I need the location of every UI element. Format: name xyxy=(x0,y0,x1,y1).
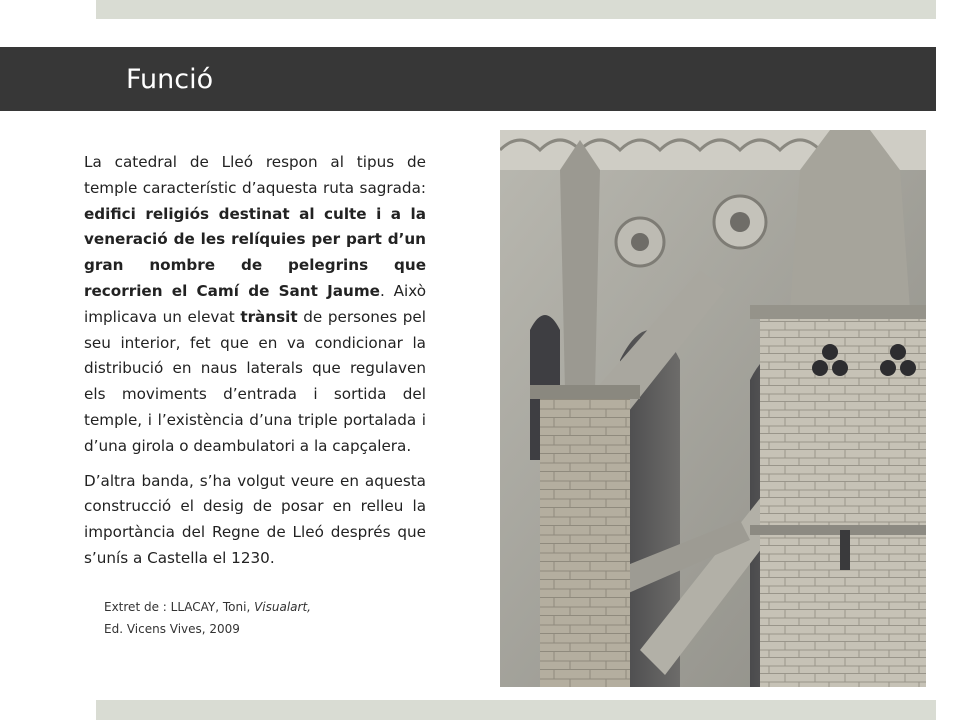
paragraph-1-bold-phrase: edifici religiós destinat al culte i a la veneració de les relíquies per part d’un gran nombre de pelegrins que recorrien el Camí de Sant Jaume xyxy=(84,204,426,300)
paragraph-1-rest: de persones pel seu interior, fet que en va condicionar la distribució en naus laterals que regulaven els moviments d’entrada i sortida del temple, i l’existència d’una triple portalada i d’una girola o deambulatori a la capçalera. xyxy=(84,307,426,455)
paragraph-1-intro: La catedral de Lleó respon al tipus de temple característic d’aquesta ruta sagrada: xyxy=(84,153,426,197)
citation-work: Visualart, xyxy=(254,600,311,614)
paragraph-1 xyxy=(84,150,426,460)
citation-prefix: Extret de : LLACAY, Toni, xyxy=(104,600,255,614)
body-text xyxy=(84,150,426,581)
citation xyxy=(104,596,311,640)
citation-publisher: Ed. Vicens Vives, 2009 xyxy=(104,622,240,636)
paragraph-1-middle: . Això implicava un elevat xyxy=(84,281,427,326)
cathedral-photo xyxy=(500,130,926,687)
bottom-accent-bar xyxy=(96,700,936,720)
slide-title: Funció xyxy=(126,64,214,95)
paragraph-1-bold-word: trànsit xyxy=(240,307,298,326)
top-accent-bar xyxy=(96,0,936,19)
paragraph-2: D’altra banda, s’ha volgut veure en aquesta construcció el desig de posar en relleu la importància del Regne de Lleó després que s’unís a Castella el 1230. xyxy=(84,471,426,567)
citation-line-1 xyxy=(104,596,311,618)
